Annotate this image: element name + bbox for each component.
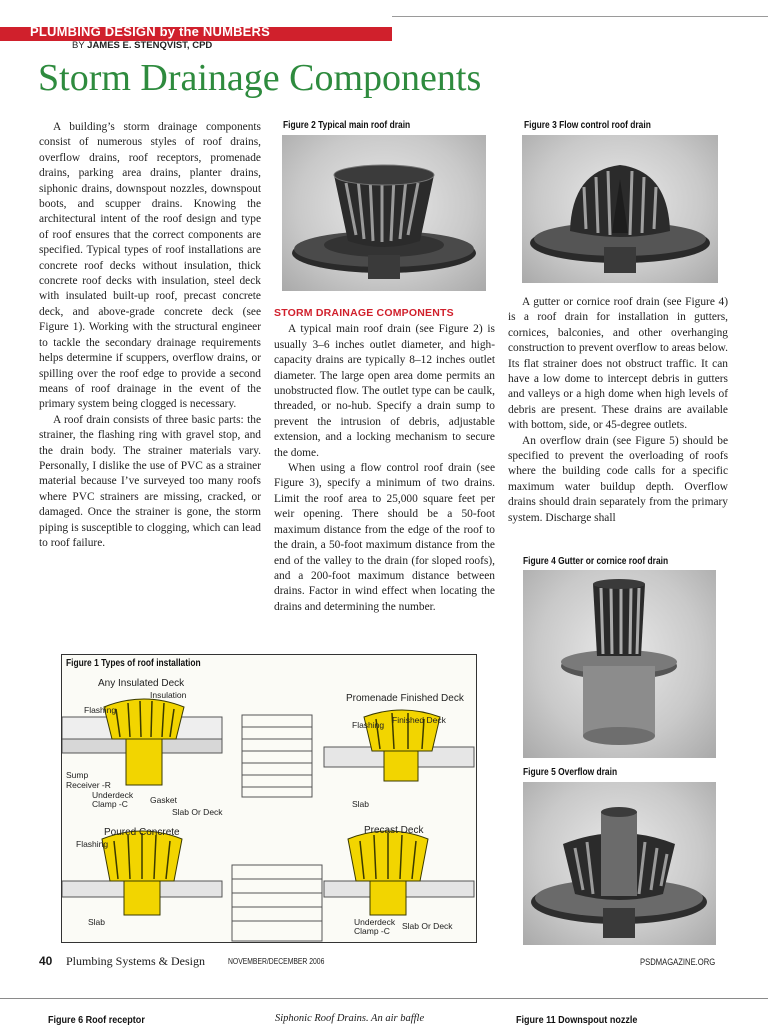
- figure-3-caption: Figure 3 Flow control roof drain: [524, 120, 651, 131]
- figure-11-caption: Figure 11 Downspout nozzle: [516, 1014, 638, 1026]
- fig1-label: Clamp -C: [354, 926, 390, 936]
- body-column-1: [39, 120, 261, 551]
- section-heading: STORM DRAINAGE COMPONENTS: [274, 307, 454, 319]
- fig1-label: Receiver -R: [66, 780, 111, 790]
- paragraph: When using a flow control roof drain (see Figure 3), specify a minimum of two drains. Limit the roof area to 25,000 square feet per weir opening. There should be a 50-foot maximum distance from the edge of the roof to the drain, a 50-foot maximum distance from the end of the valley to the drain (for sloped roofs), and a 200-foot maximum distance between drains. Factor in wind effect when locating the drains and determining the number.: [274, 462, 495, 613]
- figure-3-image: [522, 135, 718, 283]
- next-page-text: Siphonic Roof Drains. An air baffle: [275, 1013, 425, 1024]
- figure-5-caption: Figure 5 Overflow drain: [523, 767, 618, 778]
- fig1-label: Precast Deck: [364, 825, 424, 836]
- fig1-label: Any Insulated Deck: [98, 678, 185, 689]
- byline-prefix: BY: [72, 40, 85, 51]
- paragraph: A building’s storm drainage components consist of numerous styles of roof drains, overflow drains, roof receptors, promenade drains, parking area drains, planter drains, siphonic drains, downspout nozzles, downspout boots, and scupper drains. Knowing the architectural intent of the roof design and type of roof ensures that the correct components are specified. Typical types of roof installations are concrete roof decks without insulation, thick concrete roof decks with insulation, steel deck with insulated built-up roof, precast concrete deck, and above-grade concrete deck (see Figure 1). Working with the structural engineer to tackle the secondary drainage requirements helps determine if scuppers, overflow drains, or spilling over the roof edge to provide a second means of roof drainage in the event of the primary system being clogged is necessary.: [39, 121, 261, 411]
- figure-2-caption: Figure 2 Typical main roof drain: [283, 120, 411, 131]
- header-rule: [392, 16, 768, 17]
- publication-name: Plumbing Systems & Design: [66, 954, 206, 968]
- fig1-label: Clamp -C: [92, 799, 128, 809]
- figure-1-caption: Figure 1 Types of roof installation: [66, 658, 201, 669]
- fig1-label: Poured Concrete: [104, 827, 180, 838]
- fig1-label: Flashing: [352, 720, 385, 730]
- main-roof-drain-illustration: [282, 135, 486, 291]
- fig1-label: Promenade Finished Deck: [346, 693, 464, 704]
- fig1-label: Slab: [88, 917, 106, 927]
- figure-4-image: [523, 570, 716, 758]
- fig1-label: Slab: [352, 799, 370, 809]
- issue-date: NOVEMBER/DECEMBER 2006: [228, 957, 325, 966]
- roof-installation-diagram: [62, 655, 476, 942]
- figure-5-image: [523, 782, 716, 945]
- fig1-label: Gasket: [150, 795, 177, 805]
- author-name: JAMES E. STENQVIST, CPD: [87, 40, 213, 51]
- fig1-label: Slab Or Deck: [402, 921, 453, 931]
- magazine-url: PSDMAGAZINE.ORG: [640, 957, 716, 967]
- fig1-label: Flashing: [76, 839, 109, 849]
- overflow-drain-illustration: [523, 782, 716, 945]
- fig1-label: Sump: [66, 770, 89, 780]
- fig1-label: Flashing: [84, 705, 117, 715]
- flow-control-roof-drain-illustration: [522, 135, 718, 283]
- figure-1-image: [61, 654, 477, 943]
- body-column-2: [274, 306, 495, 615]
- fig1-label: Insulation: [150, 690, 187, 700]
- gutter-roof-drain-illustration: [523, 570, 716, 758]
- fig1-label: Slab Or Deck: [172, 807, 223, 817]
- figure-4-caption: Figure 4 Gutter or cornice roof drain: [523, 556, 669, 567]
- section-banner-label: PLUMBING DESIGN by the NUMBERS: [30, 24, 271, 39]
- fig1-label: Underdeck: [354, 917, 396, 927]
- byline: [72, 40, 212, 51]
- paragraph: A gutter or cornice roof drain (see Figure 4) is a roof drain for installation in gutters, cornices, balconies, and other overhanging construction to prevent overflow to areas below. Its flat strainer does not obstruct traffic. It can have a low dome to intercept debris in gutters and valleys or a high dome when high levels of debris are present. These drains are available with bottom, side, or 45-degree outlets.: [508, 296, 728, 432]
- page-divider: [0, 998, 768, 999]
- fig1-label: Finished Deck: [392, 715, 446, 725]
- paragraph: An overflow drain (see Figure 5) should be specified to prevent the overloading of roofs where the building code calls for a specific maximum water buildup depth. Overflow drains should drain separately from the primary system. Discharge shall: [508, 434, 728, 524]
- paragraph: A roof drain consists of three basic parts: the strainer, the flashing ring with gravel stop, and the drain body. The strainer materials vary. Personally, I dislike the use of PVC as a strainer material because I’ve surveyed too many roofs where PVC strainers are missing, cracked, or damaged. Once the strainer is gone, the storm piping is susceptible to clogging, which can lead to roof failure.: [39, 413, 261, 549]
- paragraph: A typical main roof drain (see Figure 2) is usually 3–6 inches outlet diameter, and high-capacity drains are typically 8–12 inches outlet diameter. The large open area dome permits an unobstructed flow. The outlet type can be caulk, threaded, or no-hub. Specify a drain sump to prevent the intrusion of debris, adjustable extension, and a locking mechanism to secure the dome.: [274, 323, 495, 459]
- body-column-3: [508, 295, 728, 526]
- figure-6-caption: Figure 6 Roof receptor: [48, 1014, 145, 1026]
- fig1-label: Underdeck: [92, 790, 134, 800]
- article-title: Storm Drainage Components: [38, 57, 482, 99]
- figure-2-image: [282, 135, 486, 291]
- page-number: 40: [39, 954, 53, 968]
